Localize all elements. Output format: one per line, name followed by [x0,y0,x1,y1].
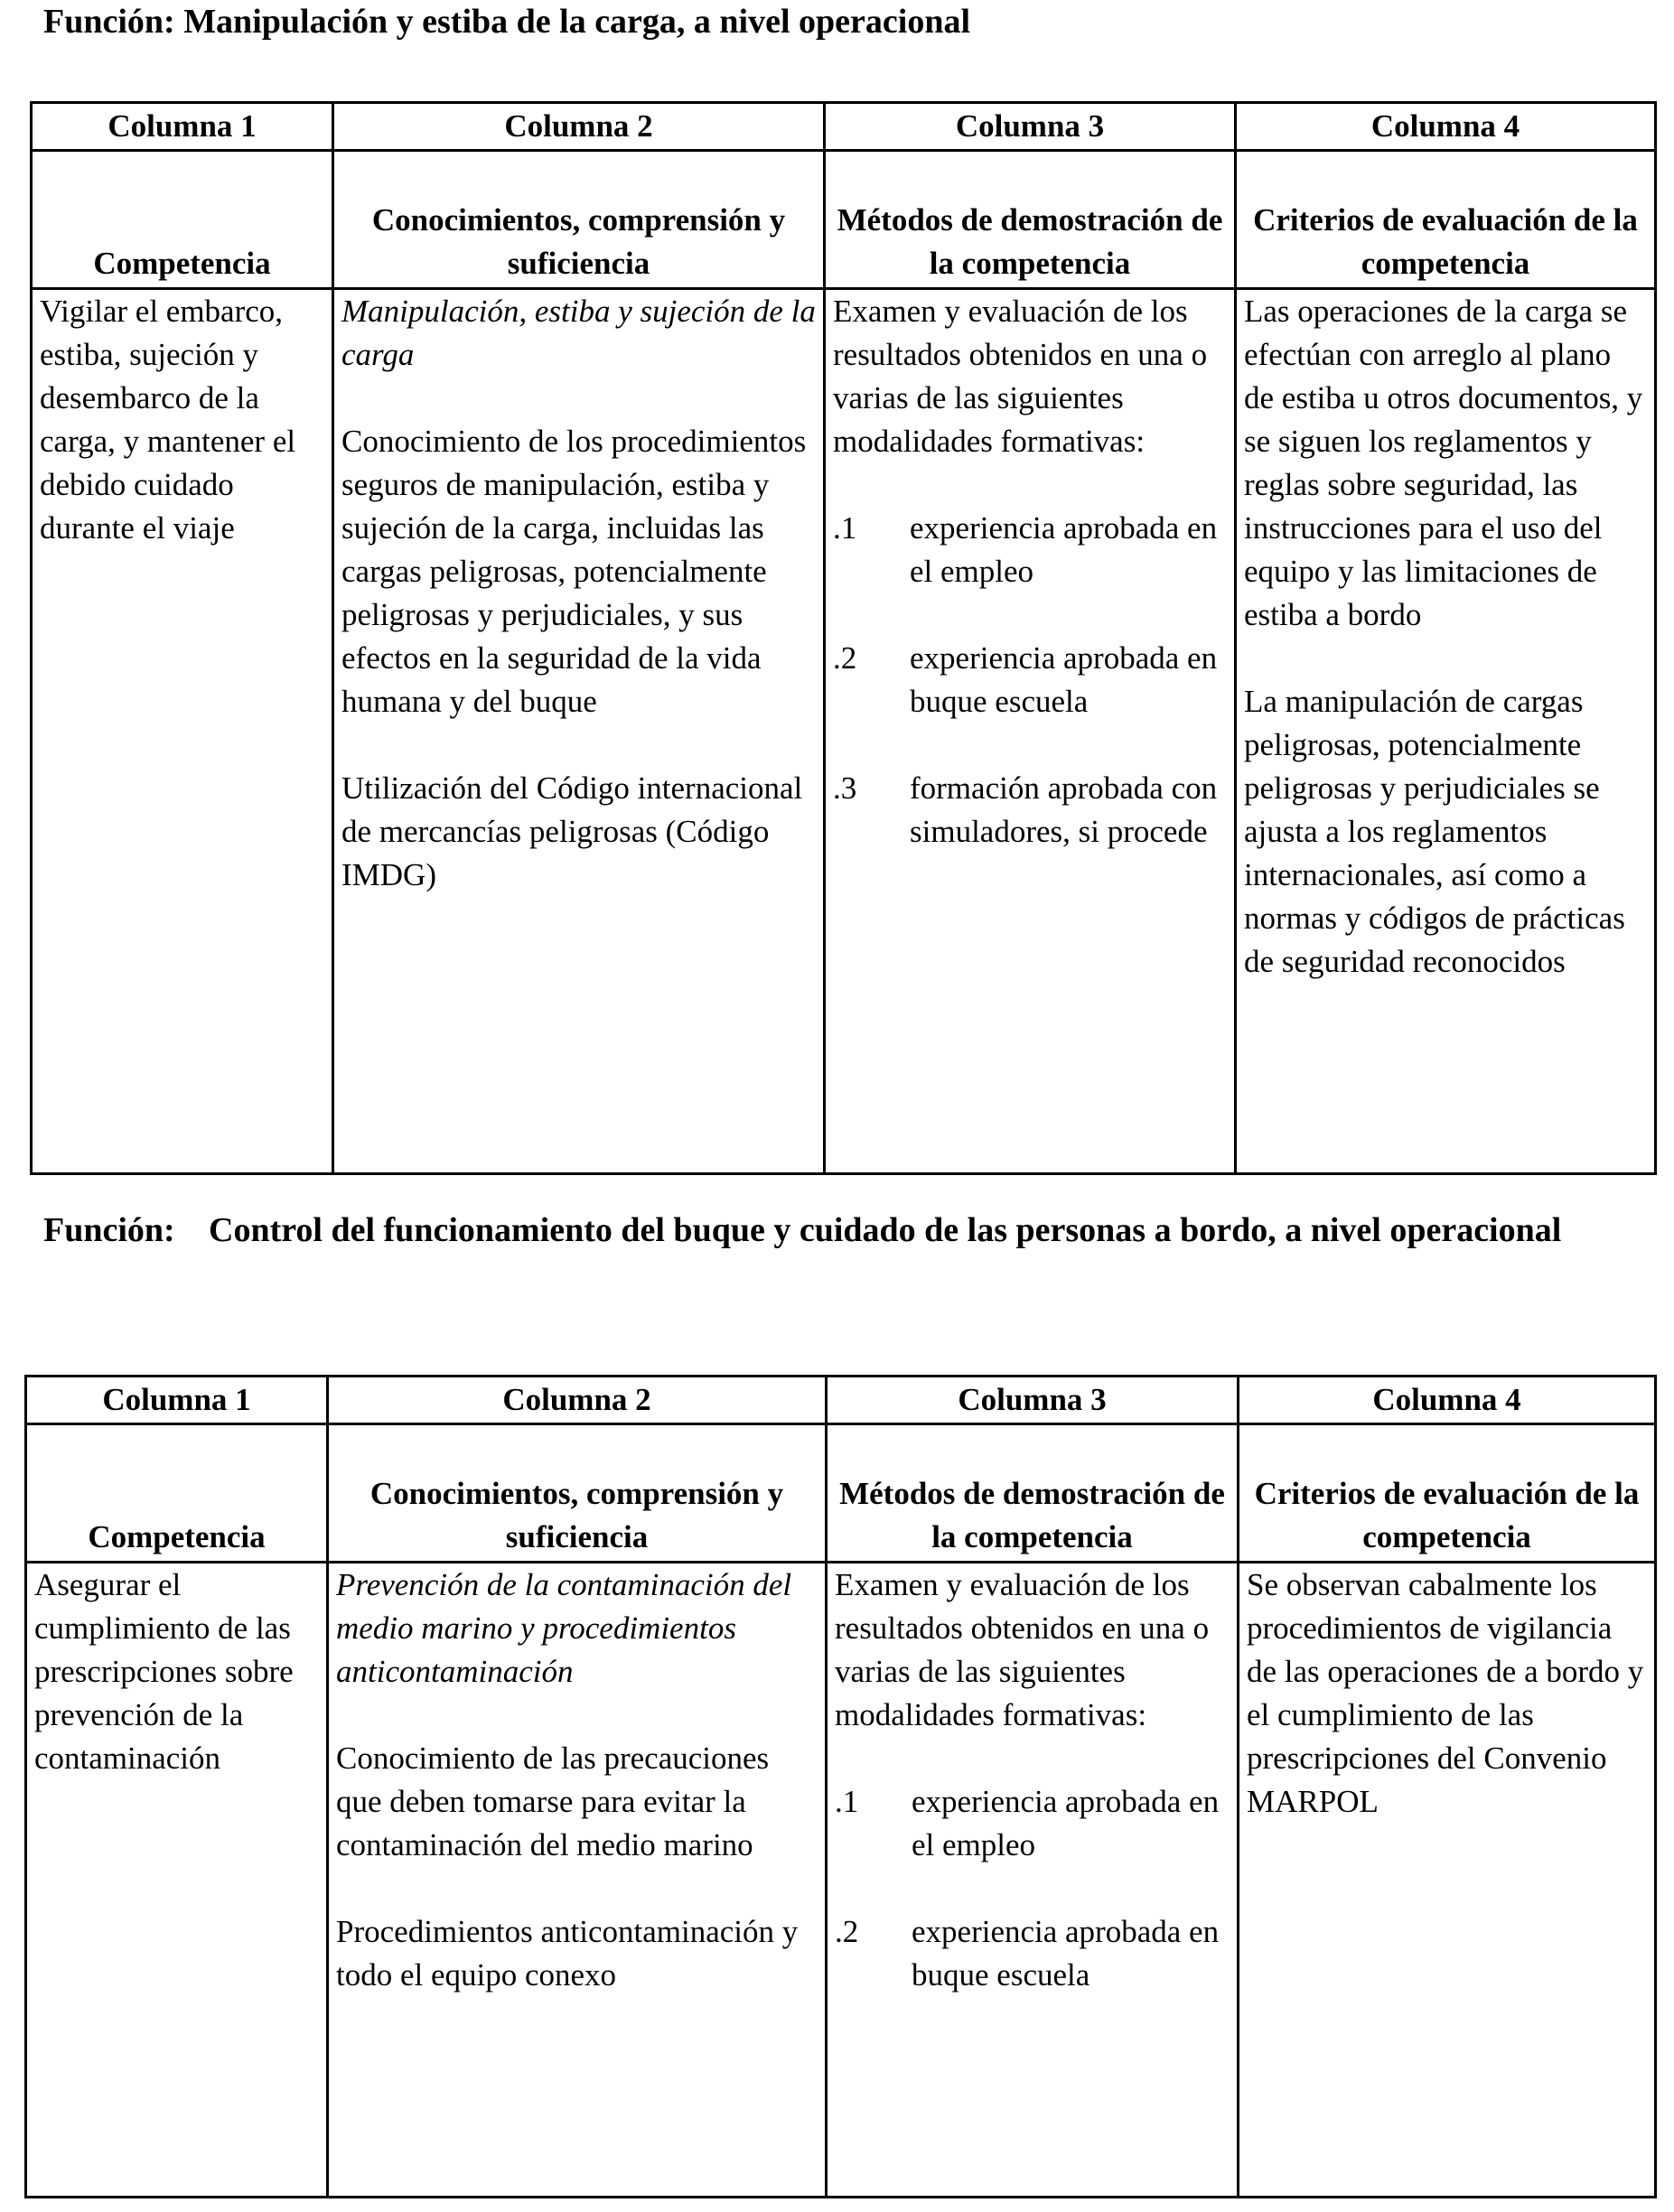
section2-title-text: Control del funcionamiento del buque y cuidado de las personas a bordo, a nivel operacional [209,1211,1562,1249]
knowledge-title: Manipulación, estiba y sujeción de la carga [341,294,816,372]
knowledge-cell [328,1563,827,2198]
section1-title: Función: Manipulación y estiba de la carga, a nivel operacional [43,3,971,41]
method-text: experiencia aprobada en buque escuela [912,1914,1220,1993]
method-text: experiencia aprobada en el empleo [910,510,1218,589]
method-number: .1 [833,510,857,546]
column-number-2: Columna 2 [333,103,825,151]
column-header-row [26,1424,1656,1563]
knowledge-paragraph: Utilización del Código internacional de mercancías peligrosas (Código IMDG) [341,770,803,892]
method-item [835,1780,1230,1867]
method-number: .2 [835,1914,859,1949]
method-item [833,637,1227,723]
method-text: formación aprobada con simuladores, si procede [910,770,1218,849]
column-number-2: Columna 2 [328,1377,827,1424]
method-number: .3 [833,770,857,806]
header-methods: Métodos de demostración de la competencia [827,1424,1239,1563]
column-header-row [32,151,1656,289]
knowledge-paragraph: Procedimientos anticontaminación y todo el equipo conexo [336,1914,799,1993]
criteria-cell [1239,1563,1656,2198]
method-number: .2 [833,640,857,676]
header-competence: Competencia [32,151,333,289]
column-number-row [32,103,1656,151]
column-number-row [26,1377,1656,1424]
criteria-paragraph: Se observan cabalmente los procedimientos de vigilancia de las operaciones de a bordo y el cumplimiento de las prescripciones del Convenio MARPOL [1247,1567,1644,1819]
section2-title-label: Función: [43,1211,175,1249]
table-row [26,1563,1656,2198]
knowledge-cell [333,289,825,1174]
competence-cell [32,289,333,1174]
table-row [32,289,1656,1174]
column-number-4: Columna 4 [1239,1377,1656,1424]
method-item [833,767,1227,854]
knowledge-title: Prevención de la contaminación del medio marino y procedimientos anticontaminación [336,1567,792,1689]
criteria-paragraph: La manipulación de cargas peligrosas, potencialmente peligrosas y perjudiciales se ajusta a los reglamentos internacionales, así como a normas y códigos de prácticas de seguridad reconocidos [1244,684,1625,979]
method-item [835,1910,1230,1997]
competence-table-1 [30,101,1657,1175]
competence-table-2 [24,1375,1657,2198]
competence-cell [26,1563,328,2198]
column-number-1: Columna 1 [26,1377,328,1424]
method-text: experiencia aprobada en buque escuela [910,640,1218,719]
methods-intro: Examen y evaluación de los resultados obtenidos en una o varias de las siguientes modalidades formativas: [833,294,1208,459]
method-number: .1 [835,1784,859,1819]
knowledge-paragraph: Conocimiento de las precauciones que deben tomarse para evitar la contaminación del medio marino [336,1741,770,1862]
header-knowledge: Conocimientos, comprensión y suficiencia [333,151,825,289]
column-number-3: Columna 3 [827,1377,1239,1424]
header-criteria: Criterios de evaluación de la competencia [1239,1424,1656,1563]
header-competence: Competencia [26,1424,328,1563]
header-knowledge: Conocimientos, comprensión y suficiencia [328,1424,827,1563]
criteria-cell [1236,289,1656,1174]
header-methods: Métodos de demostración de la competencia [825,151,1236,289]
knowledge-paragraph: Conocimiento de los procedimientos seguros de manipulación, estiba y sujeción de la carga, incluidas las cargas peligrosas, potencialmente peligrosas y perjudiciales, y sus efectos en la seguridad de la vida humana y del buque [341,424,807,719]
competence-text: Asegurar el cumplimiento de las prescripciones sobre prevención de la contaminación [34,1567,294,1776]
criteria-paragraph: Las operaciones de la carga se efectúan con arreglo al plano de estiba u otros documentos, y se siguen los reglamentos y reglas sobre seguridad, las instrucciones para el uso del equipo y las limitaciones de estiba a bordo [1244,294,1643,632]
methods-intro: Examen y evaluación de los resultados obtenidos en una o varias de las siguientes modalidades formativas: [835,1567,1210,1732]
method-text: experiencia aprobada en el empleo [912,1784,1220,1862]
method-item [833,507,1227,593]
methods-cell [827,1563,1239,2198]
column-number-3: Columna 3 [825,103,1236,151]
competence-text: Vigilar el embarco, estiba, sujeción y desembarco de la carga, y mantener el debido cuidado durante el viaje [40,294,296,546]
methods-cell [825,289,1236,1174]
column-number-1: Columna 1 [32,103,333,151]
header-criteria: Criterios de evaluación de la competencia [1236,151,1656,289]
column-number-4: Columna 4 [1236,103,1656,151]
